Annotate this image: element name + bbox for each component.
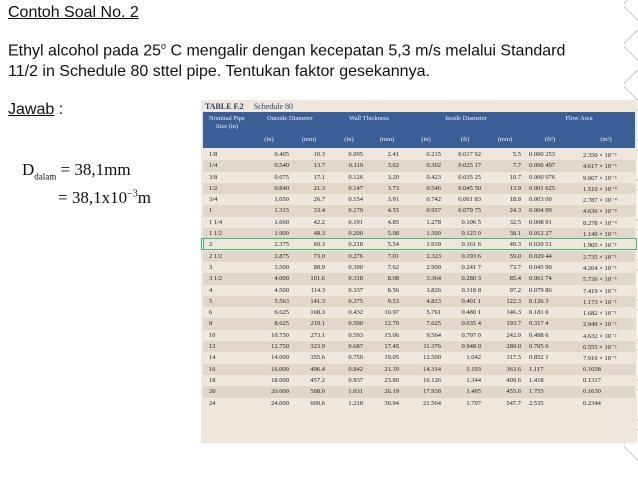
table-cell: 2.375: [274, 241, 289, 249]
table-cell: 0.635 4: [461, 320, 481, 328]
table-cell: 20: [209, 388, 216, 396]
unit-id-ft: (ft): [460, 136, 470, 143]
table-cell: 0.1317: [583, 376, 601, 384]
table-cell: 7.916 × 10⁻²: [583, 355, 617, 363]
table-cell: 1.500: [426, 230, 441, 238]
table-cell: 8.08: [387, 275, 399, 283]
table-cell: 6.555 × 10⁻²: [583, 344, 617, 352]
table-caption: [205, 102, 293, 111]
table-row: [203, 205, 635, 216]
table-cell: 9.067 × 10⁻⁵: [583, 174, 617, 182]
table-cell: 0.480 1: [461, 309, 481, 317]
table-cell: 14: [209, 354, 216, 362]
table-cell: 0.126: [348, 173, 363, 181]
table-cell: 5.563: [274, 297, 289, 305]
table-cell: 17.45: [384, 343, 399, 351]
table-cell: 1.682 × 10⁻²: [583, 310, 617, 318]
table-cell: 0.742: [426, 196, 441, 204]
table-cell: 457.2: [310, 376, 325, 384]
table-row: [203, 330, 635, 341]
table-cell: 4.264 × 10⁻³: [583, 264, 617, 272]
table-cell: 12.750: [271, 343, 289, 351]
table-cell: 26.19: [384, 388, 399, 396]
table-cell: 609.6: [310, 399, 325, 407]
unit-id-mm: (mm): [497, 136, 513, 143]
table-cell: 1.900: [274, 230, 289, 238]
table-cell: 0.001 625: [529, 184, 555, 192]
table-cell: 2.875: [274, 252, 289, 260]
table-cell: 97.2: [509, 286, 521, 294]
table-cell: 323.9: [310, 343, 325, 351]
table-cell: 2.535: [529, 399, 544, 407]
table-cell: 1.173 × 10⁻²: [583, 298, 617, 306]
table-cell: 20.000: [271, 388, 289, 396]
table-cell: 2.787 × 10⁻⁴: [583, 197, 617, 205]
table-cell: 141.3: [310, 297, 325, 305]
table-cell: 0.119: [348, 162, 363, 170]
table-cell: 3/4: [209, 196, 218, 204]
table-cell: 85.4: [509, 275, 521, 283]
table-cell: 0.106 5: [461, 218, 481, 226]
table-cell: 4.636 × 10⁻⁴: [583, 208, 617, 216]
table-row: [203, 375, 635, 386]
table-cell: 14.000: [271, 354, 289, 362]
table-cell: 17.938: [423, 388, 441, 396]
table-cell: 19.05: [384, 354, 399, 362]
table-cell: 0.1630: [583, 388, 601, 396]
table-cell: 0.937: [348, 376, 363, 384]
table-cell: 21.3: [313, 184, 325, 192]
table-cell: 3.02: [387, 162, 399, 170]
table-cell: 0.020 51: [529, 241, 552, 249]
table-cell: 4.000: [274, 275, 289, 283]
table-cell: 7.7: [512, 162, 521, 170]
formula-diameter-mm: [22, 160, 131, 181]
table-cell: 0.797 0: [461, 331, 481, 339]
table-cell: 2.949 × 10⁻²: [583, 321, 617, 329]
table-row: [203, 285, 635, 296]
table-cell: 0.957: [426, 207, 441, 215]
table-cell: 16.126: [423, 376, 441, 384]
table-cell: 0.540: [274, 162, 289, 170]
header-outside-diameter: Outside Diameter: [266, 115, 314, 122]
slide-title: Contoh Soal No. 2: [8, 4, 139, 21]
table-cell: 1.315: [274, 207, 289, 215]
table-cell: 0.079 86: [529, 286, 552, 294]
table-cell: 7.62: [387, 263, 399, 271]
table-body: [203, 149, 635, 409]
table-cell: 0.318: [348, 275, 363, 283]
jawab-word: Jawab: [8, 101, 55, 118]
table-row: [203, 296, 635, 307]
table-cell: 48.3: [313, 230, 325, 238]
table-cell: 0.193 6: [461, 252, 481, 260]
table-cell: 0.218: [348, 241, 363, 249]
table-row: [203, 364, 635, 375]
degree-symbol: o: [161, 41, 167, 51]
table-cell: 0.215: [426, 151, 441, 158]
table-cell: 7.01: [387, 252, 399, 260]
table-cell: 0.675: [274, 173, 289, 181]
table-cell: 0.1038: [583, 365, 601, 373]
table-cell: 0.147: [348, 184, 363, 192]
table-cell: 4.813: [426, 297, 441, 305]
table-row: [203, 352, 635, 363]
table-cell: 1.193: [466, 365, 481, 373]
table-cell: 16: [209, 365, 216, 373]
table-cell: 2.41: [387, 151, 399, 158]
table-row: [203, 273, 635, 284]
table-cell: 363.6: [506, 365, 521, 373]
table-cell: 9.53: [387, 297, 399, 305]
table-cell: 2.350 × 10⁻⁵: [583, 152, 617, 159]
table-cell: 18.8: [509, 196, 521, 204]
table-cell: 0.432: [348, 309, 363, 317]
header-nominal: Nominal Pipe Size (in): [209, 115, 245, 130]
table-cell: 1/2: [209, 184, 218, 192]
unit-wt-in: (in): [344, 136, 354, 143]
table-cell: 1.218: [348, 399, 363, 407]
table-cell: 122.3: [506, 297, 521, 305]
table-row: [203, 251, 635, 262]
table-cell: 4.55: [387, 207, 399, 215]
table-cell: 4.632 × 10⁻²: [583, 332, 617, 340]
table-cell: 455.6: [506, 388, 521, 396]
unit-od-in: (in): [264, 136, 274, 143]
table-cell: 0.375: [348, 297, 363, 305]
table-cell: 0.045 50: [458, 184, 481, 192]
table-row: [203, 194, 635, 205]
table-row: [203, 318, 635, 329]
table-cell: 6.625: [274, 309, 289, 317]
table-cell: 1.755: [529, 388, 544, 396]
table-cell: 73.7: [509, 263, 521, 271]
table-cell: 3.500: [274, 263, 289, 271]
table-cell: 8: [209, 320, 213, 328]
table-cell: 0.161 6: [461, 241, 481, 249]
table-cell: 3.364: [426, 275, 441, 283]
table-cell: 114.3: [310, 286, 325, 294]
table-cell: 289.0: [506, 343, 521, 351]
highlighted-row-marker: [201, 238, 637, 250]
pipe-schedule-table: [201, 100, 637, 443]
table-cell: 5: [209, 297, 213, 305]
table-cell: 21.39: [384, 365, 399, 373]
table-cell: 5.08: [387, 230, 399, 238]
table-cell: 0.280 3: [461, 275, 481, 283]
table-cell: 0.593: [348, 331, 363, 339]
table-cell: 8.625: [274, 320, 289, 328]
table-cell: 0.948 0: [461, 343, 481, 351]
table-cell: 7.625: [426, 320, 441, 328]
table-cell: 23.80: [384, 376, 399, 384]
table-cell: 0.337: [348, 286, 363, 294]
table-cell: 0.012 27: [529, 230, 552, 238]
table-cell: 49.3: [509, 241, 521, 249]
table-cell: 0.705 6: [529, 343, 549, 351]
table-row: [203, 172, 635, 183]
formula2-b: m: [137, 188, 151, 207]
table-cell: 242.9: [506, 331, 521, 339]
table-cell: 18: [209, 376, 216, 384]
unit-od-mm: (mm): [301, 136, 317, 143]
table-cell: 0.500: [348, 320, 363, 328]
table-row: [203, 217, 635, 228]
table-cell: 30.94: [384, 399, 399, 407]
table-cell: 3: [209, 263, 213, 271]
table-cell: 3.826: [426, 286, 441, 294]
table-cell: 16.000: [271, 365, 289, 373]
answer-label: [8, 101, 63, 119]
table-cell: 26.7: [313, 196, 325, 204]
table-row: [203, 149, 635, 160]
table-cell: 0.079 75: [458, 207, 481, 215]
table-cell: 1.042: [466, 354, 481, 362]
formula-diameter-m: [58, 188, 151, 208]
table-cell: 355.6: [310, 354, 325, 362]
header-wall-thickness: Wall Thickness: [349, 115, 389, 122]
table-cell: 2 1/2: [209, 252, 223, 260]
problem-text-a: Ethyl alcohol pada 25: [8, 42, 161, 60]
table-cell: 13.9: [509, 184, 521, 192]
table-cell: 4.85: [387, 218, 399, 226]
table-cell: 0.025 17: [458, 162, 481, 170]
table-cell: 24.3: [509, 207, 521, 215]
table-cell: 12.500: [423, 354, 441, 362]
table-cell: 18.000: [271, 376, 289, 384]
table-cell: 88.9: [313, 263, 325, 271]
table-cell: 5.736 × 10⁻³: [583, 276, 617, 284]
table-cell: 273.1: [310, 331, 325, 339]
table-cell: 0.004 99: [529, 207, 552, 215]
table-cell: 0.750: [348, 354, 363, 362]
formula2-exp: −3: [127, 188, 138, 200]
table-cell: 1.117: [529, 365, 544, 373]
table-cell: 32.5: [509, 218, 521, 226]
table-cell: 12: [209, 343, 216, 351]
table-cell: 1: [209, 207, 213, 215]
table-cell: 1.797: [466, 399, 481, 407]
table-cell: 73.0: [313, 252, 325, 260]
table-cell: 547.7: [506, 399, 521, 407]
table-cell: 0.154: [348, 196, 363, 204]
table-cell: 3 1/2: [209, 275, 223, 283]
table-cell: 0.095: [348, 151, 363, 158]
table-cell: 0.300: [348, 263, 363, 271]
table-cell: 42.2: [313, 218, 325, 226]
table-cell: 0.000 253: [529, 151, 555, 158]
table-cell: 1.905 × 10⁻³: [583, 242, 617, 250]
table-cell: 0.000 497: [529, 162, 555, 170]
table-cell: 0.181 0: [529, 309, 549, 317]
table-cell: 0.852 1: [529, 354, 549, 362]
table-cell: 3/8: [209, 173, 218, 181]
table-cell: 1.050: [274, 196, 289, 204]
table-cell: 146.3: [506, 309, 521, 317]
table-cell: 9.564: [426, 331, 441, 339]
table-cell: 5.761: [426, 309, 441, 317]
table-cell: 1.344: [466, 376, 481, 384]
table-cell: 508.0: [310, 388, 325, 396]
table-cell: 1 1/2: [209, 230, 223, 238]
table-cell: 0.029 44: [529, 252, 552, 260]
table-cell: 21.564: [423, 399, 441, 407]
table-cell: 0.241 7: [461, 263, 481, 271]
table-cell: 5.54: [387, 241, 399, 249]
table-cell: 59.0: [509, 252, 521, 260]
table-cell: 8.278 × 10⁻⁴: [583, 219, 617, 227]
table-cell: 1 1/4: [209, 218, 223, 226]
table-cell: 17.1: [313, 173, 325, 181]
table-cell: 409.6: [506, 376, 521, 384]
table-cell: 0.405: [274, 151, 289, 158]
table-cell: 3.20: [387, 173, 399, 181]
table-cell: 4.617 × 10⁻⁵: [583, 163, 617, 171]
table-cell: 7.419 × 10⁻³: [583, 287, 617, 295]
table-row: [203, 183, 635, 194]
table-cell: 1.939: [426, 241, 441, 249]
table-cell: 0.126 3: [529, 297, 549, 305]
table-cell: 12.70: [384, 320, 399, 328]
table-cell: 3.91: [387, 196, 399, 204]
table-cell: 14.314: [423, 365, 441, 373]
table-row: [203, 262, 635, 273]
table-cell: 11.376: [423, 343, 441, 351]
table-cell: 0.546: [426, 184, 441, 192]
table-cell: 24: [209, 399, 216, 407]
table-cell: 15.06: [384, 331, 399, 339]
formula2-a: = 38,1x10: [58, 188, 128, 207]
table-subtitle: Schedule 80: [253, 102, 294, 111]
table-cell: 0.423: [426, 173, 441, 181]
table-cell: 5.5: [512, 151, 521, 158]
table-cell: 0.2344: [583, 399, 601, 407]
table-row: [203, 398, 635, 409]
table-cell: 10.7: [509, 173, 521, 181]
formula-sub: dalam: [34, 171, 57, 182]
table-cell: 1.031: [348, 388, 363, 396]
table-cell: 1.278: [426, 218, 441, 226]
jawab-colon: :: [54, 101, 64, 118]
table-cell: 0.842: [348, 365, 363, 373]
table-cell: 10.750: [271, 331, 289, 339]
table-cell: 0.302: [426, 162, 441, 170]
table-cell: 38.1: [509, 230, 521, 238]
unit-fa-m2: (m²): [600, 136, 612, 143]
table-cell: 406.4: [310, 365, 325, 373]
table-cell: 0.191: [348, 218, 363, 226]
table-cell: 0.498 6: [529, 331, 549, 339]
table-cell: 0.000 976: [529, 173, 555, 181]
table-cell: 0.125 0: [461, 230, 481, 238]
table-cell: 193.7: [506, 320, 521, 328]
unit-wt-mm: (mm): [379, 136, 395, 143]
table-cell: 1.495: [466, 388, 481, 396]
table-row: [203, 386, 635, 397]
table-cell: 4.500: [274, 286, 289, 294]
unit-fa-ft2: (ft²): [544, 136, 556, 143]
table-cell: 60.3: [313, 241, 325, 249]
formula-rhs: = 38,1mm: [56, 160, 131, 179]
highlight-bracket: [203, 238, 207, 250]
table-cell: 0.003 00: [529, 196, 552, 204]
header-flow-area: Flow Area: [565, 115, 593, 122]
unit-id-in: (in): [421, 136, 431, 143]
table-cell: 0.276: [348, 252, 363, 260]
table-cell: 0.035 25: [458, 173, 481, 181]
table-cell: 0.179: [348, 207, 363, 215]
table-cell: 101.6: [310, 275, 325, 283]
table-cell: 0.687: [348, 343, 363, 351]
table-row: [203, 307, 635, 318]
table-cell: 0.318 8: [461, 286, 481, 294]
problem-text-line2: 11/2 in Schedule 80 sttel pipe. Tentukan faktor gesekannya.: [8, 63, 430, 81]
table-header: [203, 112, 635, 148]
table-cell: 6: [209, 309, 213, 317]
table-cell: 0.317 4: [529, 320, 549, 328]
table-cell: 1.418: [529, 376, 544, 384]
formula-var: D: [22, 160, 35, 179]
table-cell: 1.510 × 10⁻⁴: [583, 185, 617, 193]
table-cell: 219.1: [310, 320, 325, 328]
table-cell: 2.900: [426, 263, 441, 271]
table-cell: 0.045 90: [529, 263, 552, 271]
table-cell: 0.061 83: [458, 196, 481, 204]
table-cell: 1.140 × 10⁻³: [583, 231, 617, 239]
table-cell: 2.735 × 10⁻³: [583, 253, 617, 261]
header-inside-diameter: Inside Diameter: [445, 115, 487, 122]
problem-text-b: C mengalir dengan kecepatan 5,3 m/s melalui Standard: [166, 42, 566, 60]
table-cell: 2.323: [426, 252, 441, 260]
table-cell: 1.660: [274, 218, 289, 226]
table-cell: 168.3: [310, 309, 325, 317]
table-row: [203, 341, 635, 352]
table-cell: 3.73: [387, 184, 399, 192]
table-cell: 2: [209, 241, 213, 249]
table-cell: 8.56: [387, 286, 399, 294]
table-cell: 0.008 91: [529, 218, 552, 226]
table-cell: 13.7: [313, 162, 325, 170]
table-cell: 0.061 74: [529, 275, 552, 283]
table-row: [203, 160, 635, 171]
table-cell: 10: [209, 331, 216, 339]
table-cell: 10.97: [384, 309, 399, 317]
table-cell: 4: [209, 286, 213, 294]
table-cell: 33.4: [313, 207, 325, 215]
table-cell: 10.3: [313, 151, 325, 158]
problem-statement: [8, 36, 628, 82]
table-cell: 0.017 92: [458, 151, 481, 158]
table-cell: 1/8: [209, 151, 218, 158]
table-cell: 0.200: [348, 230, 363, 238]
table-label: TABLE F.2: [205, 102, 244, 111]
table-cell: 0.840: [274, 184, 289, 192]
table-cell: 1/4: [209, 162, 218, 170]
table-cell: 317.5: [506, 354, 521, 362]
table-cell: 0.401 1: [461, 297, 481, 305]
table-cell: 24.000: [271, 399, 289, 407]
